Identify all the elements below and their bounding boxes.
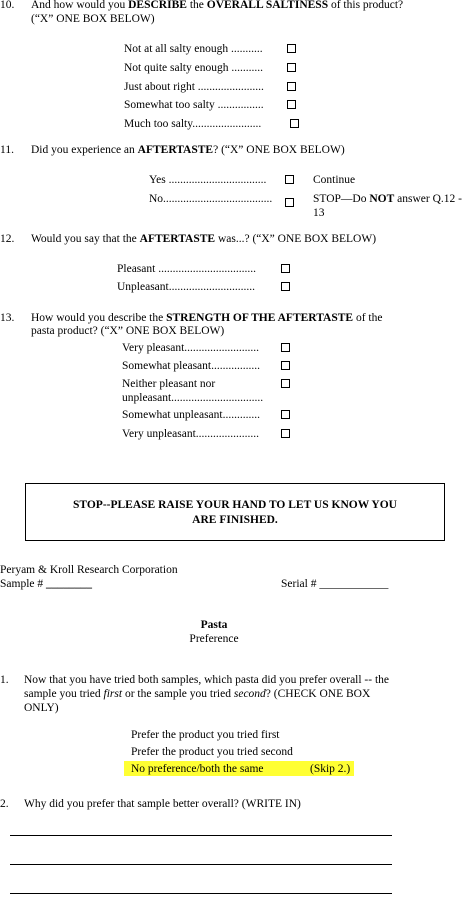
checkbox[interactable]	[287, 82, 296, 91]
continue-note: Continue	[313, 174, 356, 186]
text-mid: the	[186, 0, 207, 11]
option-label[interactable]: No preference/both the same	[131, 763, 264, 775]
question-10-instruction: (“X” ONE BOX BELOW)	[31, 13, 155, 25]
text-post: ? (“X” ONE BOX BELOW)	[213, 144, 345, 156]
question-number: 12.	[0, 233, 15, 245]
preference-question-line3: ONLY)	[24, 702, 59, 714]
option-label: Neither pleasant nor	[122, 378, 216, 390]
text-bold: DESCRIBE	[128, 0, 187, 11]
sample-number	[0, 577, 92, 591]
checkbox[interactable]	[281, 264, 290, 273]
option-label: Very unpleasant......................	[122, 428, 260, 440]
text-pre: STOP—Do	[313, 193, 370, 205]
text-bold: NOT	[369, 193, 395, 205]
option-label[interactable]: Prefer the product you tried first	[131, 729, 280, 741]
option-label: Not at all salty enough ...........	[124, 43, 263, 55]
stop-banner-line1: STOP--PLEASE RAISE YOUR HAND TO LET US KNOW YOU	[73, 499, 397, 511]
option-label: Unpleasant..............................	[117, 281, 255, 293]
option-label: unpleasant................................	[122, 392, 264, 404]
question-11-text	[31, 143, 345, 157]
checkbox[interactable]	[281, 343, 290, 352]
text-bold: AFTERTASTE	[137, 144, 214, 156]
checkbox[interactable]	[281, 379, 290, 388]
serial-label: Serial #	[281, 578, 317, 590]
stop-banner	[25, 483, 445, 541]
stop-banner-line2: ARE FINISHED.	[192, 513, 278, 526]
checkbox[interactable]	[287, 63, 296, 72]
text-bold: AFTERTASTE	[139, 233, 216, 245]
text-pre: Did you experience an	[31, 144, 138, 156]
checkbox[interactable]	[281, 361, 290, 370]
stop-note	[313, 192, 462, 206]
serial-blank[interactable]: ____________	[319, 578, 389, 590]
text-italic: second	[233, 688, 266, 700]
option-label: Very pleasant..........................	[122, 342, 260, 354]
question-number: 2.	[0, 798, 9, 810]
checkbox[interactable]	[285, 198, 294, 207]
checkbox[interactable]	[281, 429, 290, 438]
option-label: Not quite salty enough ...........	[124, 62, 263, 74]
write-in-line[interactable]	[10, 864, 392, 865]
question-number: 10.	[0, 0, 15, 11]
option-label[interactable]: Prefer the product you tried second	[131, 746, 293, 758]
preference-question-line2	[24, 687, 370, 701]
text-pre: How would you describe the	[31, 312, 167, 324]
question-13-line2: pasta product? (“X” ONE BOX BELOW)	[31, 325, 225, 337]
section-title: Pasta	[200, 619, 228, 631]
preference-question-line1: Now that you have tried both samples, which pasta did you prefer overall -- the	[24, 674, 390, 686]
text-bold: STRENGTH OF THE AFTERTASTE	[166, 312, 354, 324]
question-10	[0, 0, 14, 12]
text-post: ? (CHECK ONE BOX	[265, 688, 371, 700]
text-post: of the	[353, 312, 383, 324]
checkbox[interactable]	[281, 410, 290, 419]
option-label: Much too salty........................	[124, 118, 262, 130]
checkbox[interactable]	[281, 282, 290, 291]
question-number: 1.	[0, 674, 9, 686]
text-mid: or the sample you tried	[122, 688, 234, 700]
option-label: Just about right .......................	[124, 81, 264, 93]
checkbox[interactable]	[287, 100, 296, 109]
company-name: Peryam & Kroll Research Corporation	[0, 564, 178, 576]
text-italic: first	[103, 688, 123, 700]
option-label: Somewhat pleasant.................	[122, 360, 260, 372]
option-label: Yes ..................................	[149, 174, 267, 186]
sample-blank[interactable]: ________	[46, 578, 92, 590]
option-label: No......................................	[149, 193, 273, 205]
text-pre: And how would you	[31, 0, 129, 11]
checkbox[interactable]	[285, 175, 294, 184]
serial-number	[281, 577, 388, 591]
write-in-line[interactable]	[10, 835, 392, 836]
question-number: 13.	[0, 312, 15, 324]
write-in-question: Why did you prefer that sample better overall? (WRITE IN)	[24, 798, 301, 810]
question-number: 11.	[0, 144, 14, 156]
write-in-line[interactable]	[10, 893, 392, 894]
text-pre: sample you tried	[24, 688, 104, 700]
option-label: Somewhat unpleasant.............	[122, 409, 260, 421]
question-10-text	[31, 0, 403, 12]
sample-label: Sample #	[0, 578, 44, 590]
section-subtitle: Preference	[189, 633, 239, 645]
checkbox[interactable]	[290, 119, 299, 128]
text-pre: Would you say that the	[31, 233, 140, 245]
text-bold: OVERALL SALTINESS	[206, 0, 329, 11]
text-post: answer Q.12 -	[394, 193, 462, 205]
text-post: was...? (“X” ONE BOX BELOW)	[215, 233, 377, 245]
question-12-text	[31, 232, 376, 246]
option-label: Somewhat too salty ................	[124, 99, 264, 111]
text-post: of this product?	[328, 0, 404, 11]
checkbox[interactable]	[287, 44, 296, 53]
skip-note: (Skip 2.)	[310, 763, 351, 775]
stop-note-line2: 13	[313, 207, 325, 219]
option-label: Pleasant ..................................	[117, 263, 256, 275]
